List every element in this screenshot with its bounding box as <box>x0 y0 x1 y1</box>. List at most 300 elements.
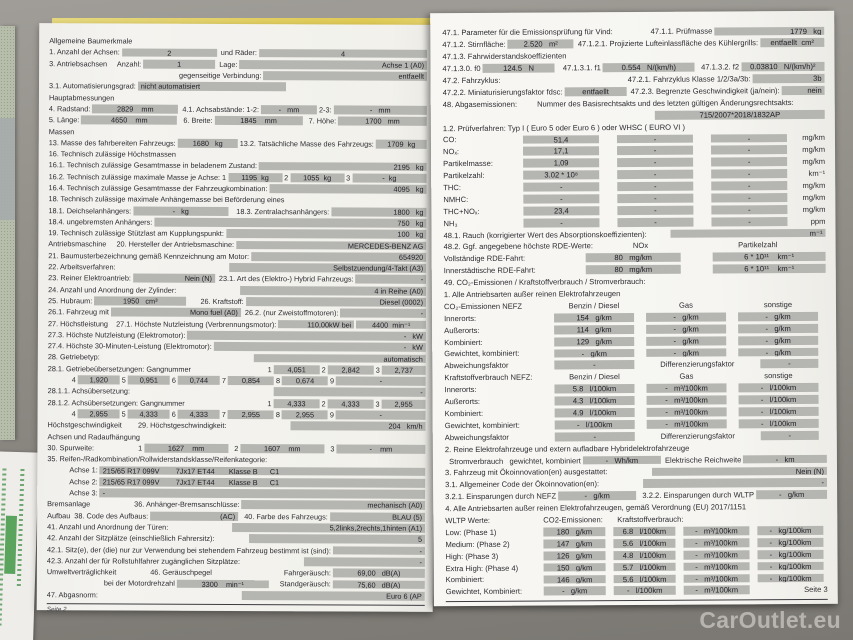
field-value: - <box>761 431 819 440</box>
field-value: - <box>760 359 818 368</box>
field-label: 4.1. Achsabstände: 1-2: <box>180 104 260 115</box>
field-value: 6 * 10¹¹ km⁻¹ <box>713 252 826 261</box>
field-value: 124.5 N <box>483 64 555 73</box>
field-value: - <box>523 218 599 227</box>
field-label: Stromverbrauch gewichtet, kombiniert <box>444 455 581 466</box>
field-label: 3.2.1. Einsparungen durch NEFZ <box>445 491 557 502</box>
field-value: - l/100km <box>739 407 819 416</box>
field-value: 4,333 <box>328 399 374 408</box>
field-label: 4 <box>71 409 76 419</box>
field-label: 28. Getriebetyp: <box>47 352 100 362</box>
field-label: 1. Alle Antriebsarten außer reinen Elektrofahrzeugen <box>443 289 621 300</box>
field-value: 154 g/km <box>554 313 634 322</box>
field-value: 146 g/km <box>544 575 606 584</box>
field-label: 2. Reine Elektrofahrzeuge und extern aufladbare Hybridelektrofahrzeuge <box>444 443 690 454</box>
field-value: - m³/100km <box>683 526 749 535</box>
watermark: CarOutlet.eu <box>699 607 841 633</box>
field-label: 18.1. Deichselanhängers: <box>48 205 132 216</box>
field-value: mechanisch (A0) <box>242 500 426 510</box>
field-label: 16.2. Technisch zulässige maximale Masse je Achse: <box>48 171 221 182</box>
field-label: NMHC: <box>443 194 469 205</box>
field-value: - mm <box>261 105 317 114</box>
field-value: Diesel (0002) <box>246 297 426 307</box>
field-label: Nummer des Basisrechtsakts und des letzten gültigen Änderungsrechtsakts: <box>537 97 794 109</box>
field-value: BLAU (5) <box>330 512 425 521</box>
field-value: 1779 kg <box>714 26 824 35</box>
field-label: sonstige <box>764 371 793 381</box>
field-label: km⁻¹ <box>808 168 826 179</box>
field-value: 23,4 <box>523 206 599 215</box>
section-allgemeine-baumerkmale: Allgemeine Baumerkmale <box>49 36 133 46</box>
field-value: - <box>711 193 787 202</box>
sticker-card <box>0 451 39 640</box>
field-label: 8 <box>275 410 280 420</box>
field-value: 4 in Reihe (A0) <box>240 286 426 296</box>
field-value: 6 * 10¹¹ km⁻¹ <box>713 264 826 273</box>
field-label: Höchstgeschwindigkeit 29. Höchstgeschwindigkeit: <box>47 420 227 431</box>
field-value: 1800 kg <box>331 207 426 216</box>
field-value: - <box>336 410 426 419</box>
field-label: NOx <box>632 241 649 251</box>
section-co2: 49. CO₂-Emissionen / Kraftstoffverbrauch / Stromverbrauch: <box>443 277 646 288</box>
field-value: 6.8 l/100km <box>613 527 675 536</box>
field-label: 3. Fahrzeug mit Ökoinnovation(en) ausgestattet: <box>444 467 608 478</box>
field-value: 51,4 <box>523 135 599 144</box>
field-value: - kg/100km <box>758 561 824 570</box>
field-label: 7 <box>221 409 226 419</box>
field-value: 2 <box>122 48 217 57</box>
field-value: 1 <box>143 59 215 68</box>
field-value: 0,854 <box>228 376 274 385</box>
field-label: 27.3. Höchste Nutzleistung (Elektromotor): <box>47 330 186 340</box>
field-value: - g/km <box>544 587 606 596</box>
field-label: 26. Kraftstoff: <box>188 296 244 307</box>
field-label: Innerstädtische RDE-Fahrt: <box>443 265 536 276</box>
field-label: 3.1. Allgemeiner Code der Ökoinnovation(en): <box>445 479 600 490</box>
field-value: 5.6 l/100km <box>613 539 675 548</box>
field-label: Kombiniert: <box>445 575 485 585</box>
field-label: 9 <box>330 376 335 386</box>
field-value: Nein (N) <box>651 466 827 476</box>
field-value: 4.3 l/100km <box>555 396 635 405</box>
field-label: 7. Höhe: <box>304 116 337 126</box>
field-value: 100 kg <box>226 229 427 239</box>
field-value: - kg/100km <box>757 526 823 535</box>
field-label: Achse 1: <box>69 465 98 475</box>
field-label: Gewichtet, kombiniert: <box>444 420 520 430</box>
field-label: 4 <box>71 375 76 385</box>
field-value: 2,955 <box>282 410 328 419</box>
field-value: 126 g/km <box>543 551 605 560</box>
field-label: 1 <box>222 172 227 182</box>
field-label: 3 <box>375 365 380 375</box>
field-value: 4.9 l/100km <box>555 408 635 417</box>
field-label: 1 <box>138 443 143 453</box>
field-value: - g/km <box>738 312 818 321</box>
field-label: 27. Höchstleistung 27.1. Höchste Nutzleistung (Verbrennungsmotor): <box>47 318 277 329</box>
field-value: - <box>711 205 787 214</box>
field-value: - l/100km <box>614 586 676 595</box>
field-label: Benzin / Diesel <box>569 372 620 382</box>
field-label: 36. Anhänger-Bremsanschlüsse: <box>134 499 240 510</box>
field-value: entfaellt <box>565 87 627 96</box>
field-value: 2,842 <box>328 365 374 374</box>
field-value: 1680 kg <box>178 139 238 148</box>
field-label: 2 <box>321 399 326 409</box>
field-value: - kW <box>214 342 426 352</box>
field-value: - m³/100km <box>647 396 727 405</box>
field-value: 5,2links,2rechts,1hinten (A1) <box>232 523 425 533</box>
field-value: - m³/100km <box>683 538 749 547</box>
field-label: Antriebsmaschine 20. Hersteller der Antriebsmaschine: <box>48 239 235 250</box>
field-label: Kombiniert: <box>444 337 483 347</box>
field-label: 48.2. Ggf. angegebene höchste RDE-Werte: <box>443 241 593 252</box>
field-value: 3300 min⁻¹ <box>177 579 269 588</box>
field-value: - kg/100km <box>757 550 823 559</box>
field-label: 42.3. Anzahl der für Rollstuhlfahrer zugänglichen Sitzplätze: <box>46 555 241 566</box>
field-value: (AC) <box>150 511 238 520</box>
page-footer-line <box>446 599 828 602</box>
field-value: - <box>617 182 693 191</box>
field-value: 204 km/h <box>290 422 425 431</box>
field-label: 3. Antriebsachsen Anzahl: <box>49 58 142 69</box>
spacer <box>132 391 272 392</box>
field-label: 3 <box>346 173 351 183</box>
field-label: Kraftstoffverbrauch NEFZ: <box>444 372 533 383</box>
field-label: 1 <box>267 364 272 374</box>
field-label: 5 <box>121 409 126 419</box>
field-value: Euro 6 (AP <box>242 591 425 601</box>
field-label: 6. Breite: <box>179 115 213 126</box>
field-value: entfaellt cm² <box>760 38 824 47</box>
section-umweltvertraeglichkeit: Umweltverträglichkeit <box>46 567 117 577</box>
field-value: - mm <box>334 105 427 114</box>
field-value: nicht automatisiert <box>138 82 286 91</box>
field-label: 18.4. ungebremsten Anhängers: <box>48 217 153 227</box>
field-value: - g/km <box>558 491 636 500</box>
field-label: Gas <box>678 300 693 310</box>
field-label: 30. Spurweite: <box>47 443 95 453</box>
field-label: 40. Farbe des Fahrzeugs: <box>240 511 328 522</box>
sticker-text-line <box>17 466 25 586</box>
field-value: 110,00kW bei <box>278 320 354 329</box>
coc-page-left-content <box>47 35 427 601</box>
field-label: 28.1.2. Achsübersetzungen: Gangnummer <box>47 397 185 408</box>
field-value: 150 g/km <box>544 563 606 572</box>
field-label: 42. Anzahl der Sitzplätze (einschließlich Fahrersitz): <box>47 533 215 544</box>
field-value: 715/2007*2018/1832AP <box>655 110 825 120</box>
field-value: nein <box>782 86 825 95</box>
field-label: 42.1. Sitz(e), der (die) nur zur Verwendung bei stehendem Fahrzeug bestimmt ist (sind): <box>46 544 331 555</box>
field-value: - g/km <box>646 336 726 345</box>
field-label: Partikelmasse: <box>443 159 493 169</box>
field-label: 25. Hubraum: <box>48 296 93 306</box>
field-value: 4,333 <box>128 410 170 419</box>
field-label: 23.1. Art des (Elektro-) Hybrid Fahrzeugs: <box>216 274 354 284</box>
field-label: Lage: <box>217 59 238 69</box>
field-label: High: (Phase 3) <box>445 551 499 561</box>
field-label: 6 <box>171 375 176 385</box>
field-value: - l/100km <box>739 395 819 404</box>
field-label: 28.1. Getriebeübersetzungen: Gangnummer <box>47 363 191 374</box>
field-value: - <box>617 146 693 155</box>
field-label: 16.4. Technisch zulässige Gesamtmasse der Fahrzeugkombination: <box>48 183 268 194</box>
field-value: 114 g/km <box>554 325 634 334</box>
field-value: 1700 mm <box>338 117 427 126</box>
field-label: 3 <box>375 399 380 409</box>
field-value: MERCEDES-BENZ AG <box>236 241 426 251</box>
page-number: Seite 3 <box>804 585 828 595</box>
coc-page-left <box>37 23 436 612</box>
field-value: Selbstzuendung/4-Takt (A3) <box>230 263 427 273</box>
field-label: 47.2. Fahrzyklus: <box>442 75 501 86</box>
spacer <box>650 245 736 246</box>
field-value: 4,333 <box>273 399 319 408</box>
field-label: Low: (Phase 1) <box>445 527 497 538</box>
field-label: CO2-Emissionen: <box>543 515 603 525</box>
field-label: 27.4. Höchste 30-Minuten-Leistung (Elektromotor): <box>47 341 212 352</box>
field-label: 47.1.1. Prüfmasse <box>650 26 713 37</box>
field-value: 4095 kg <box>269 184 426 193</box>
field-value: - <box>340 309 426 318</box>
field-label: 47.1.3. Fahrwiderstandskoeffizienten <box>442 51 567 62</box>
field-label: Medium: (Phase 2) <box>445 539 510 549</box>
field-value: 0,744 <box>178 376 220 385</box>
field-value: Mono fuel (A0) <box>111 308 241 317</box>
field-label: 2-3: <box>318 105 332 115</box>
field-value: - <box>100 489 426 499</box>
field-value: - <box>617 217 693 226</box>
field-value: - kg/100km <box>758 573 824 582</box>
field-label: THC: <box>443 183 462 193</box>
field-label: Differenzierungsfaktor <box>660 359 735 370</box>
field-label: 47.1.2. Stirnfläche: <box>442 40 506 50</box>
field-value: - g/km <box>738 336 818 345</box>
field-value: 1,920 <box>78 375 120 384</box>
field-label: CO₂-Emissionen NEFZ <box>443 301 523 312</box>
field-label: CO: <box>442 135 457 145</box>
field-value: - <box>617 170 693 179</box>
spacer <box>102 357 252 358</box>
field-value: 80 mg/km <box>586 265 681 274</box>
field-label: Achse 3: <box>69 488 98 498</box>
field-value: - g/km <box>738 347 818 356</box>
field-value: 2829 mm <box>92 104 178 113</box>
field-value: - m³/100km <box>646 384 726 393</box>
field-label: 19. Technisch zulässige Stützlast am Kupplungspunkt: <box>48 228 224 239</box>
field-label: 47.1.3.0. f0 <box>442 64 481 74</box>
field-value: 1845 mm <box>215 116 303 125</box>
field-label: 4. Alle Antriebsarten außer reinen Elektrofahrzeugen, gemäß Verordnung (EU) 2017/1151 <box>445 502 747 514</box>
field-value: 5.8 l/100km <box>554 384 634 393</box>
field-value: - g/km <box>646 312 726 321</box>
field-value: - <box>711 134 787 143</box>
field-value: 4 <box>259 49 427 59</box>
field-value: 5.7 l/100km <box>614 562 676 571</box>
field-label: 18. Technisch zulässige maximale Anhängemasse bei Beförderung eines <box>48 194 285 205</box>
field-label: 1. Anzahl der Achsen: <box>49 47 120 57</box>
field-value: - <box>304 557 425 566</box>
field-value: - <box>523 182 599 191</box>
field-value: - mm <box>336 444 425 453</box>
field-value: 3.02 * 10⁸ <box>523 170 599 179</box>
field-value: - <box>617 134 693 143</box>
field-label: 1.2. Prüfverfahren: Typ I ( Euro 5 oder Euro 6 ) oder WHSC ( EURO VI ) <box>442 122 686 133</box>
field-value: - <box>617 194 693 203</box>
field-label: Gewichtet, kombiniert: <box>444 349 520 359</box>
field-label: 28.1.1. Achsübersetzung: <box>47 386 131 396</box>
field-label: Elektrische Reichweite <box>662 454 742 465</box>
field-value: 2,955 <box>228 410 274 419</box>
field-value: - <box>555 432 635 441</box>
field-value: - <box>356 275 427 284</box>
field-value: 129 g/km <box>554 337 634 346</box>
field-value: 4,333 <box>178 410 220 419</box>
field-value: - <box>711 157 787 166</box>
field-label: Achse 2: <box>69 476 98 487</box>
field-value: - km <box>743 454 827 463</box>
field-label: 16.1. Technisch zulässige Gesamtmasse in beladenem Zustand: <box>48 160 258 171</box>
coc-page-right-content <box>442 25 827 598</box>
field-value: - <box>711 181 787 190</box>
section-hauptabmessungen: Hauptabmessungen <box>48 92 115 103</box>
field-label: 48. Abgasemissionen: <box>442 99 518 109</box>
field-label: mg/km <box>802 145 826 155</box>
background-document-blue-section <box>0 118 15 220</box>
field-value: 5.6 l/100km <box>614 574 676 583</box>
field-label: 13.2. Tatsächliche Masse des Fahrzeugs: <box>239 138 374 149</box>
field-value: - Wh/km <box>583 455 661 464</box>
background-document-green-edge <box>0 26 15 440</box>
field-label: 47.1.2.1. Projizierte Lufteinlassfläche des Kühlergrills: <box>575 38 759 49</box>
field-value: - <box>333 546 425 555</box>
field-label: Innerorts: <box>444 385 477 395</box>
field-label: 2 <box>321 365 326 375</box>
field-value: 1,09 <box>523 159 599 168</box>
field-label: Extra High: (Phase 4) <box>445 563 519 573</box>
field-label: 46. Geräuschpegel <box>150 567 212 577</box>
field-value: 654920 <box>251 252 426 262</box>
field-value: Achse 1 (A0) <box>239 60 427 70</box>
field-value: 0.03810 N/(km/h)² <box>741 62 825 71</box>
field-label: 9 <box>329 410 334 420</box>
field-label: Aufbau 38. Code des Aufbaus: <box>47 510 149 521</box>
field-label: 5 <box>121 375 126 385</box>
field-label: 47.2.3. Begrenzte Geschwindigkeit (ja/nein): <box>628 85 780 96</box>
field-value: 3b <box>753 74 825 83</box>
field-label: 18.3. Zentralachsanhängers: <box>230 206 330 216</box>
field-label: NH₃ <box>443 218 458 228</box>
field-label: Fahrgeräusch: <box>283 568 331 578</box>
field-value: 4400 min⁻¹ <box>356 320 426 329</box>
field-label: 1 <box>267 398 272 408</box>
field-label: ppm <box>810 216 826 226</box>
field-value: 1950 cm³ <box>94 296 186 305</box>
field-label: 26.1. Fahrzeug mit <box>48 307 109 317</box>
field-label: bei der Motordrehzahl <box>103 578 175 589</box>
field-value: 75,60 dB(A) <box>333 580 425 589</box>
field-value: - <box>711 169 787 178</box>
field-label: gegenseitige Verbindung: <box>179 70 262 81</box>
field-value: - m³/100km <box>647 419 727 428</box>
field-value: entfaellt <box>263 71 427 81</box>
field-label: Differenzierungsfaktor <box>660 431 735 441</box>
field-label: 3.1. Automatisierungsgrad: <box>48 81 136 91</box>
field-label: Gewichtet, Kombiniert: <box>445 586 523 597</box>
field-value: 180 g/km <box>543 527 605 536</box>
field-label: Partikelzahl: <box>443 171 485 181</box>
field-value: 1627 mm <box>144 444 228 453</box>
field-value: - <box>274 388 426 397</box>
field-value: 2.520 m² <box>508 40 574 49</box>
field-label: mg/km <box>802 192 826 202</box>
field-label: NOₓ: <box>443 147 460 157</box>
field-label: Partikelzahl <box>738 240 778 250</box>
field-label: Außerorts: <box>444 325 480 335</box>
spacer <box>100 595 240 596</box>
field-value: - g/km <box>646 324 726 333</box>
field-label: Benzin / Diesel <box>568 301 620 311</box>
field-value: - <box>711 146 787 155</box>
field-value: 147 g/km <box>543 539 605 548</box>
field-value: 750 kg <box>154 218 426 228</box>
field-label: Abweichungsfaktor <box>444 361 509 371</box>
field-value: 2195 kg <box>259 162 427 172</box>
field-value: - <box>617 206 693 215</box>
field-value: 1709 kg <box>376 140 427 149</box>
field-label: 47.1.3.2. f2 <box>696 62 740 72</box>
field-value: 4650 mm <box>81 116 177 125</box>
field-value: - <box>711 217 787 226</box>
coc-page-right <box>430 11 838 606</box>
field-label: 35. Reifen-/Radkombination/Rollwiderstandsklasse/Reifenkategorie: <box>47 454 268 465</box>
field-value: - <box>523 194 599 203</box>
field-value: 2,737 <box>382 365 426 374</box>
field-label: Standgeräusch: <box>279 579 331 589</box>
field-value: - <box>617 158 693 167</box>
field-label: Vollständige RDE-Fahrt: <box>443 254 526 264</box>
field-label: 47.2.2. Miniaturisierungsfaktor fdsc: <box>442 87 563 98</box>
field-value: - <box>554 360 634 369</box>
field-value: - l/100km <box>555 420 635 429</box>
field-value: - <box>643 478 827 488</box>
field-value: 2,955 <box>78 409 120 418</box>
field-value: 0,951 <box>128 376 170 385</box>
field-value: 80 mg/km <box>586 253 681 262</box>
field-label: mg/km <box>802 157 826 167</box>
field-label: 47. Abgasnorm: <box>46 589 98 600</box>
field-value: 215/65 R17 099V 7Jx17 ET44 Klasse B C1 <box>100 477 426 487</box>
field-value: - m³/100km <box>684 562 750 571</box>
field-label: Kraftstoffverbrauch: <box>617 514 684 525</box>
field-label: 4. Radstand: <box>48 104 91 114</box>
field-value: 4.8 l/100km <box>613 550 675 559</box>
field-label: Außerorts: <box>444 396 481 407</box>
section-achsen-radaufhaengung: Achsen und Radaufhängung <box>47 431 141 442</box>
field-label: Gas <box>679 371 694 381</box>
spacer <box>49 75 177 76</box>
field-value: - g/km <box>756 490 827 499</box>
field-value: - m³/100km <box>684 586 750 595</box>
field-value: automatisch <box>254 354 426 364</box>
field-label: 2 <box>284 172 289 182</box>
section-massen: Massen <box>48 126 75 136</box>
field-value: - g/km <box>738 324 818 333</box>
spacer <box>502 80 625 81</box>
field-label: WLTP Werte: <box>445 515 491 526</box>
field-label: 24. Anzahl und Anordnung der Zylinder: <box>48 284 177 295</box>
field-label: 41. Anzahl und Anordnung der Türen: <box>47 522 169 532</box>
